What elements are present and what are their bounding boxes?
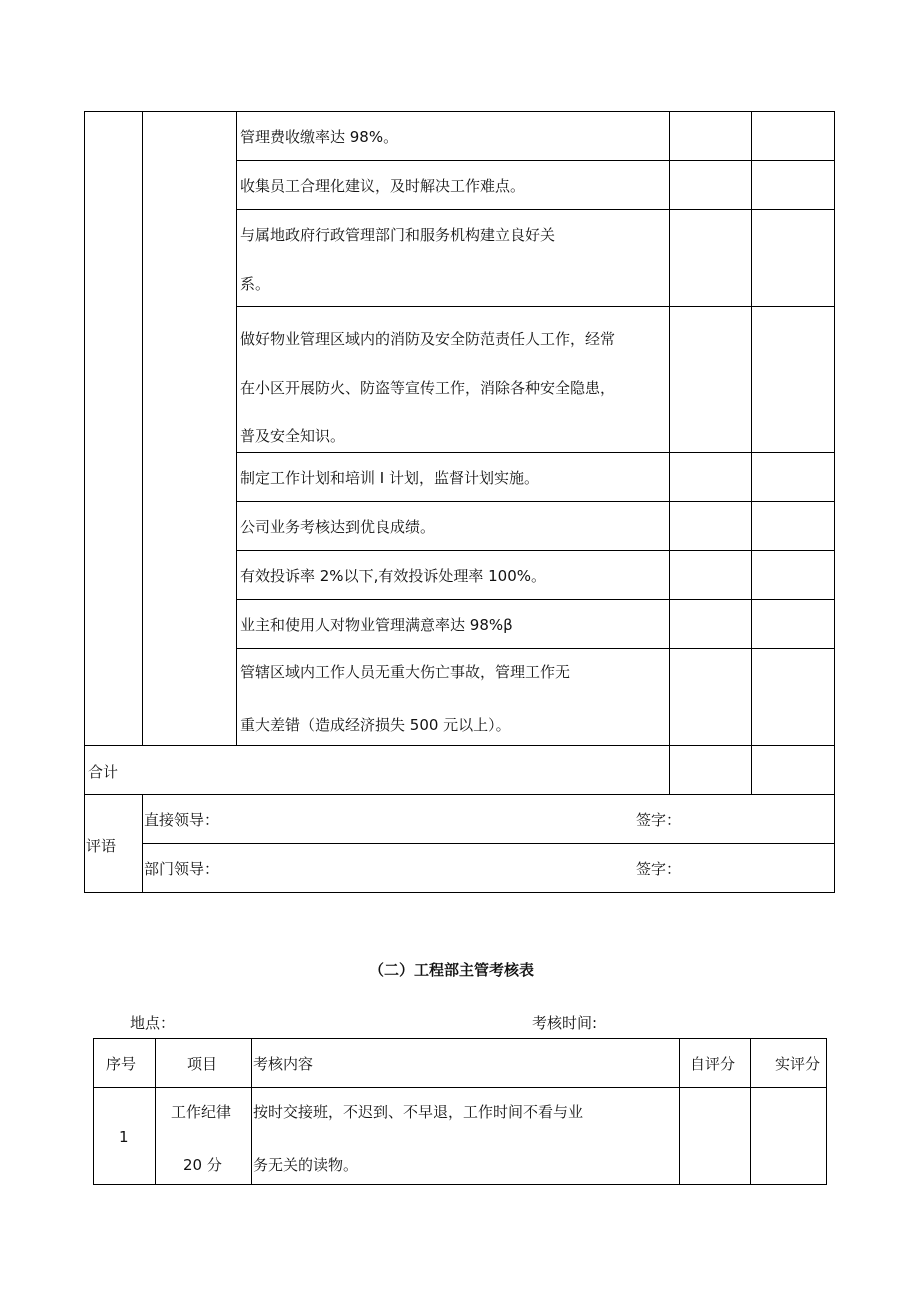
header-content: 考核内容 (253, 1055, 314, 1073)
col-divider (251, 1038, 252, 1185)
criteria-text: 业主和使用人对物业管理满意率达 98%β (240, 616, 513, 634)
table-border (84, 892, 835, 893)
table-border (826, 1038, 827, 1185)
header-self-score: 自评分 (690, 1055, 736, 1073)
criteria-text: 管理费收缴率达 98%。 (240, 128, 399, 146)
col-divider (142, 794, 143, 892)
col-divider (142, 111, 143, 745)
col-divider (751, 111, 752, 794)
row-divider (236, 648, 835, 649)
signature-label: 签字： (636, 811, 682, 829)
row-divider (236, 599, 835, 600)
row-divider (236, 550, 835, 551)
table-border (84, 111, 85, 893)
comments-label: 评语 (86, 837, 117, 855)
criteria-text: 务无关的读物。 (253, 1156, 359, 1174)
criteria-text: 与属地政府行政管理部门和服务机构建立良好关 (240, 226, 556, 244)
row-divider (236, 501, 835, 502)
item-name: 工作纪律 (171, 1103, 232, 1121)
header-divider (93, 1087, 827, 1088)
criteria-text: 有效投诉率 2%以下,有效投诉处理率 100%。 (240, 567, 546, 585)
criteria-text: 按时交接班，不迟到、不早退，工作时间不看与业 (253, 1103, 584, 1121)
section-title: （二）工程部主管考核表 (369, 961, 535, 979)
criteria-text: 管辖区域内工作人员无重大伤亡事故，管理工作无 (240, 663, 571, 681)
table-border (84, 111, 835, 112)
assessment-time-label: 考核时间: (532, 1014, 598, 1032)
header-item: 项目 (187, 1055, 218, 1073)
item-points: 20 分 (183, 1156, 222, 1174)
criteria-text: 做好物业管理区域内的消防及安全防范责任人工作，经常 (240, 330, 616, 348)
row-divider (84, 745, 835, 746)
criteria-text: 收集员工合理化建议，及时解决工作难点。 (240, 177, 526, 195)
criteria-text: 制定工作计划和培训 I 计划，监督计划实施。 (240, 469, 539, 487)
row-divider (236, 306, 835, 307)
table-border (834, 111, 835, 893)
col-divider (155, 1038, 156, 1185)
row-divider (236, 452, 835, 453)
criteria-text: 公司业务考核达到优良成绩。 (240, 518, 436, 536)
row-divider (236, 209, 835, 210)
header-no: 序号 (106, 1055, 137, 1073)
header-actual-score: 实评分 (775, 1055, 821, 1073)
total-label: 合计 (88, 763, 119, 781)
signature-label: 签字： (636, 860, 682, 878)
dept-leader-label: 部门领导： (144, 860, 220, 878)
col-divider (669, 111, 670, 794)
criteria-text: 重大差错（造成经济损失 500 元以上）。 (240, 716, 511, 734)
row-divider (142, 843, 835, 844)
criteria-text: 在小区开展防火、防盗等宣传工作，消除各种安全隐患， (240, 379, 616, 397)
col-divider (236, 111, 237, 745)
criteria-text: 普及安全知识。 (240, 427, 346, 445)
criteria-text: 系。 (240, 275, 271, 293)
row-number: 1 (119, 1128, 129, 1146)
col-divider (750, 1038, 751, 1185)
row-divider (236, 160, 835, 161)
table-border (93, 1038, 827, 1039)
location-label: 地点： (130, 1014, 176, 1032)
row-divider (84, 794, 835, 795)
table-border (93, 1184, 827, 1185)
table-border (93, 1038, 94, 1185)
col-divider (679, 1038, 680, 1185)
direct-leader-label: 直接领导： (144, 811, 220, 829)
